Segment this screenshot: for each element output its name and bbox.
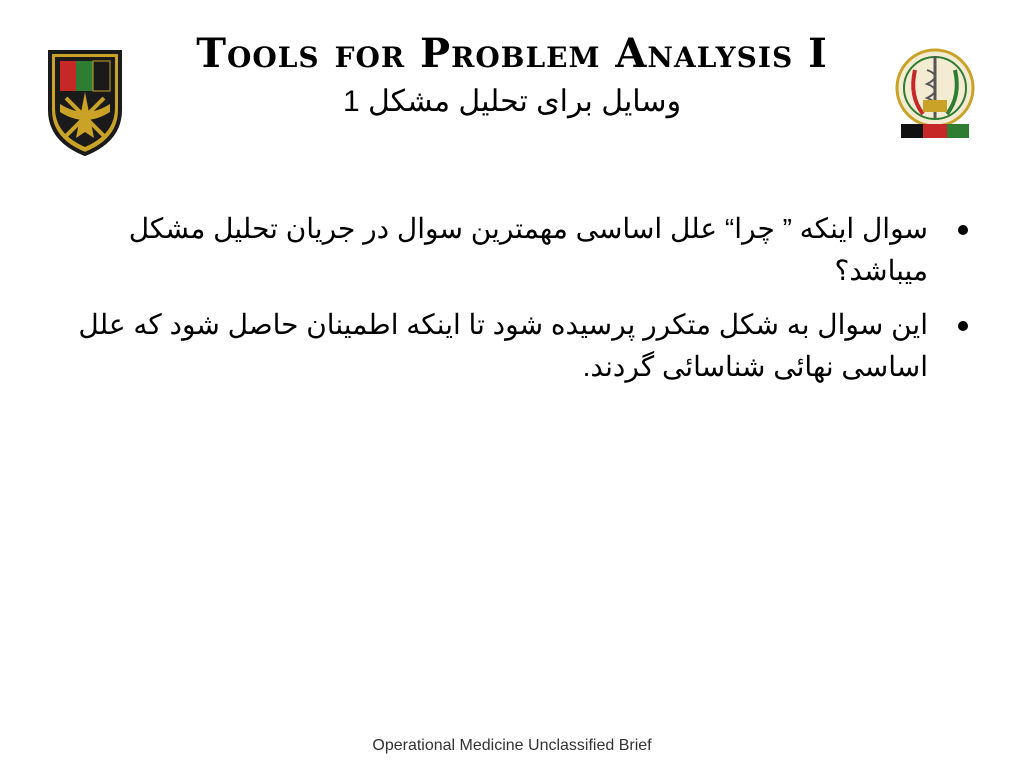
slide-subtitle: وسایل برای تحلیل مشکل 1 [342, 85, 682, 118]
medical-emblem-icon [893, 40, 977, 148]
bullet-item [60, 304, 970, 388]
shield-insignia-icon [46, 48, 124, 156]
bullet-text: این سوال به شکل متکرر پرسیده شود تا اینکه اطمینان حاصل شود که علل اساسی نهائی شناسائی گردند. [78, 309, 928, 382]
bullet-item [60, 208, 970, 292]
slide-footer: Operational Medicine Unclassified Brief [372, 737, 652, 754]
bullet-list [60, 208, 970, 400]
bullet-dot-icon [958, 321, 968, 331]
slide-title: Tools for Problem Analysis I [196, 30, 828, 77]
bullet-dot-icon [958, 225, 968, 235]
bullet-text: سوال اینکه ” چرا“ علل اساسی مهمترین سوال در جریان تحلیل مشکل میباشد؟ [128, 213, 928, 286]
